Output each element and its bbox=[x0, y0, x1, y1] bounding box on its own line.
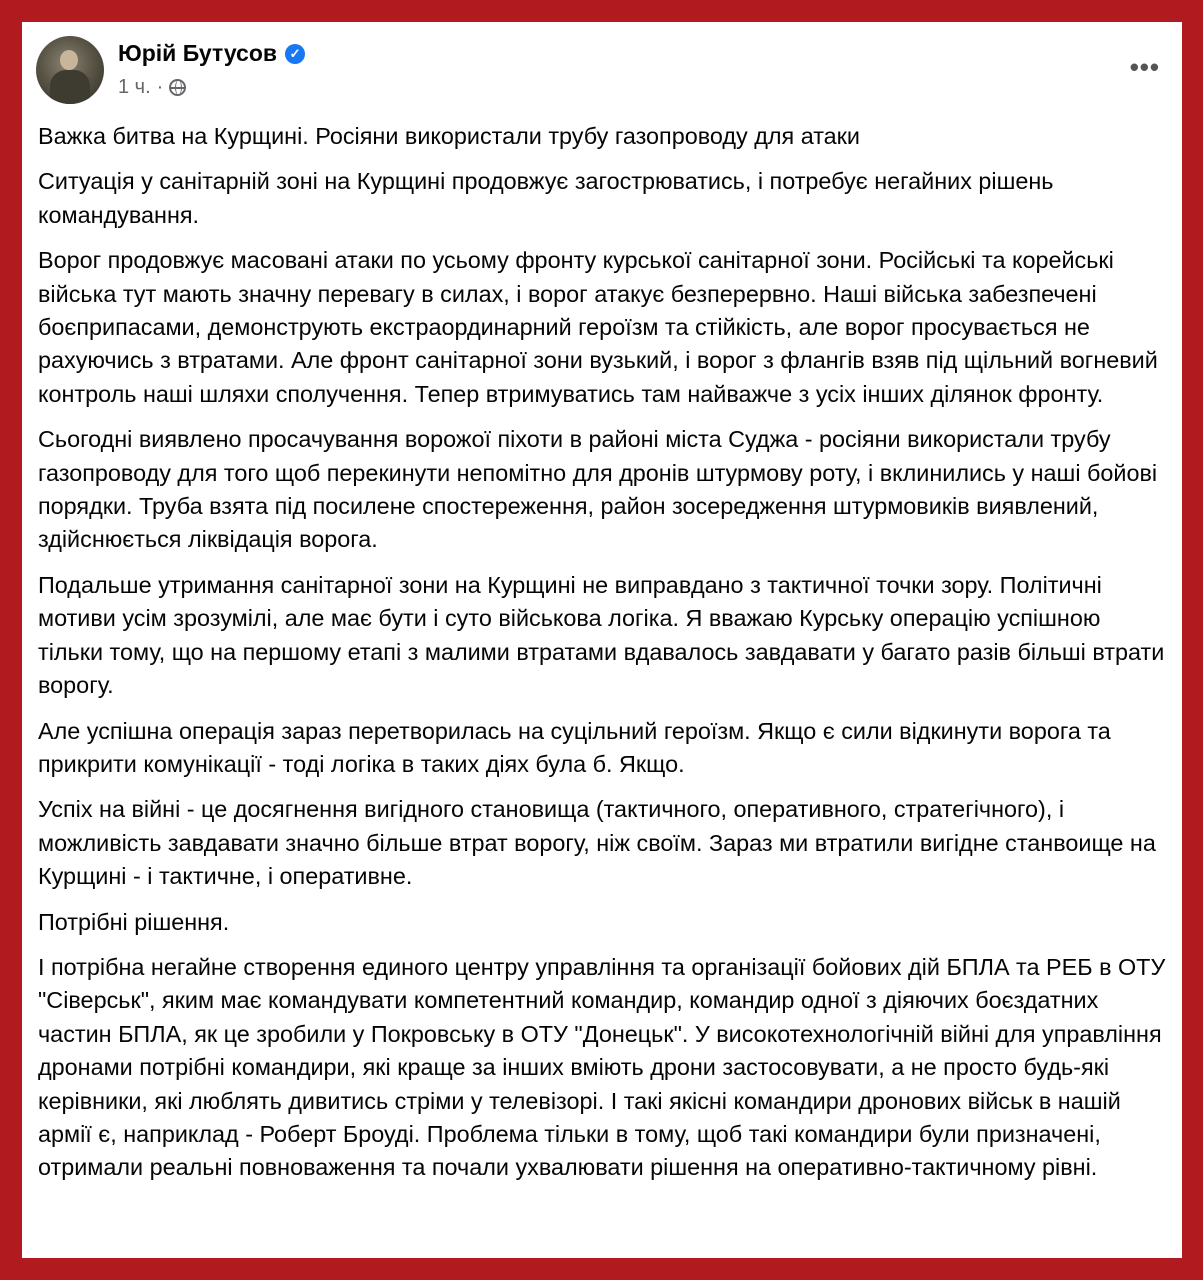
post-paragraph: Подальше утримання санітарної зони на Курщині не виправдано з тактичної точки зору. Політичні мотиви усім зрозумілі, але має бути і суто військова логіка. Я вважаю Курську операцію успішною тільки тому, що на першому етапі з малими втратами вдавалось завдавати у багато разів більші втрати ворогу. bbox=[38, 571, 1165, 699]
post-meta bbox=[118, 76, 186, 99]
post-body bbox=[38, 120, 1166, 1197]
author-row bbox=[118, 40, 305, 67]
post-paragraph: Важка битва на Курщині. Росіяни використали трубу газопроводу для атаки bbox=[38, 123, 860, 149]
post-paragraph: Але успішна операція зараз перетворилась на суцільний героїзм. Якщо є сили відкинути ворога та прикрити комунікації - тоді логіка в таких діях була б. Якщо. bbox=[38, 717, 1111, 777]
globe-icon[interactable] bbox=[169, 79, 186, 96]
verified-badge-icon: ✓ bbox=[285, 44, 305, 64]
post-paragraph: Сьогодні виявлено просачування ворожої піхоти в районі міста Суджа - росіяни використали трубу газопроводу для того щоб перекинути непомітно для дронів штурмову роту, і вклинились у наші бойові порядки. Труба взята під посилене спостереження, район зосередження штурмовиків виявлений, здійснюється ліквідація ворога. bbox=[38, 426, 1158, 553]
avatar-head bbox=[60, 50, 78, 70]
post-paragraph: Ворог продовжує масовані атаки по усьому фронту курської санітарної зони. Російські та корейські війська тут мають значну перевагу в силах, і ворог атакує безперервно. Наші війська забезпечені боєприпасами, демонструють екстраординарний героїзм та стійкість, але ворог просувається не рахуючись з втратами. Але фронт санітарної зони вузький, і ворог з флангів взяв під щільний вогневий контроль наші шляхи сполучення. Тепер втримуватись там найважче з усіх інших ділянок фронту. bbox=[38, 247, 1158, 407]
post-timestamp[interactable]: 1 ч. bbox=[118, 76, 151, 98]
post-paragraph: Ситуація у санітарній зоні на Курщині продовжує загострюватись, і потребує негайних рішень командування. bbox=[38, 168, 1054, 228]
meta-separator: · bbox=[156, 76, 164, 98]
avatar-body bbox=[50, 70, 90, 104]
author-avatar[interactable] bbox=[36, 36, 104, 104]
author-name[interactable]: Юрій Бутусов bbox=[118, 40, 278, 66]
post-paragraph: Успіх на війні - це досягнення вигідного становища (тактичного, оперативного, стратегічного), і можливість завдавати значно більше втрат ворогу, ніж своїм. Зараз ми втратили вигідне станвоище на Курщині - і тактичне, і оперативне. bbox=[38, 796, 1156, 890]
post-paragraph: І потрібна негайне створення единого центру управління та організації бойових дій БПЛА та РЕБ в ОТУ "Сіверськ", яким має командувати компетентний командир, командир одної з діяючих боєздатних частин БПЛА, як це зробили у Покровську в ОТУ "Донецьк". У високотехнологічній війні для управління дронами потрібні командири, які краще за інших вміють дрони застосовувати, а не просто будь-які керівники, які люблять дивитись стріми у телевізорі. І такі якісні командири дронових військ в нашій армії є, наприклад - Роберт Броуді. Проблема тільки в тому, щоб такі командири були призначені, отримали реальні повноваження та почали ухвалювати рішення на оперативно-тактичному рівні. bbox=[38, 953, 1166, 1181]
post-card bbox=[22, 22, 1182, 1258]
post-paragraph: Потрібні рішення. bbox=[38, 908, 230, 935]
more-options-icon[interactable]: ••• bbox=[1129, 52, 1160, 82]
